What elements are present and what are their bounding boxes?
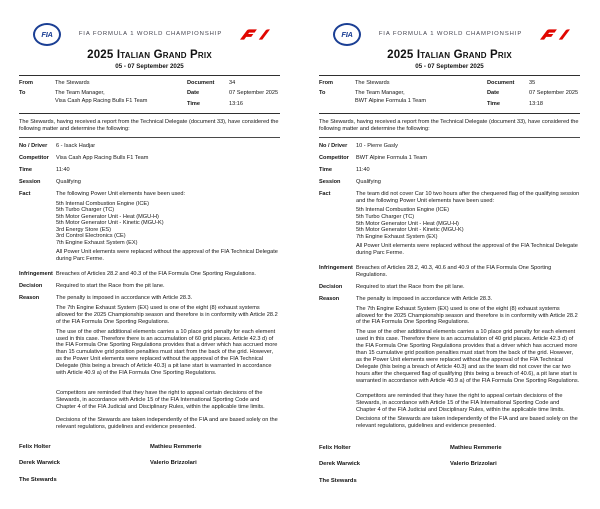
signatory-name: Felix Holter [319,444,351,451]
time-row [187,101,280,108]
fact-value [56,191,280,266]
infringement-value: Breaches of Articles 28.2, 40.3, 40.6 and 40.9 of the FIA Formula One Sporting Regulations. [356,264,552,278]
session-row [19,179,280,186]
document-number: 34 [229,79,236,86]
event-title: 2025 Italian Grand Prix [87,49,212,61]
reason-value [56,295,280,380]
fact-intro: The team did not cover Car 10 two hours after the chequered flag of the qualifying session and the following Power Unit elements have been used: [356,190,580,204]
competitor-row [319,155,580,162]
list-item: 5th Motor Generator Unit - Heat (MGU-H) [56,213,159,220]
signatories-row [19,444,280,450]
list-item: 5th Motor Generator Unit - Kinetic (MGU-K) [356,227,464,234]
date-value: 07 September 2025 [229,90,279,97]
championship-title: FIA FORMULA 1 WORLD CHAMPIONSHIP [378,31,523,37]
to-row [19,90,187,105]
infringement-value: Breaches of Articles 28.2 and 40.3 of the FIA Formula One Sporting Regulations. [56,271,256,278]
reason-paragraph: The use of the other additional elements carries a 10 place grid penalty for each element used in this case. Therefore there is an accumulation of 40 grid places. Article 42.3 d) of the FIA Formula One Sporting Regulations provides that a driver which has accrued more than 15 cumulative grid position penalties must start from the back of the grid. However, as the Power Unit elements were replaced without the approval of the FIA Technical Delegate (this being a breach of Article 40.3) and as the team did not cover the car two hours after the chequered flag of qualifying (this being a breach of 40.6), a pit lane start is warranted in accordance with Article 40.9 a) of the FIA Formula One Sporting Regulations. [356,329,580,384]
to-value [355,90,426,105]
document-header [319,22,580,46]
list-item: 3rd Control Electronics (CE) [56,233,126,240]
championship-title: FIA FORMULA 1 WORLD CHAMPIONSHIP [78,31,223,37]
from-row [19,80,187,87]
fia-logo-text: FIA [41,29,53,39]
decision-value: Required to start the Race from the pit lane. [356,283,465,290]
no-driver-row [19,143,280,150]
no-driver-row [319,143,580,150]
fact-value [356,191,580,260]
independence-notice: Decisions of the Stewards are taken independently of the FIA and are based solely on the relevant regulations, guidelines and evidence presented. [56,417,278,430]
to-value [55,90,147,105]
decision-row [319,284,580,291]
from-label: From [319,79,333,86]
signatory-name: Valerio Brizzolari [150,460,197,467]
event-title: 2025 Italian Grand Prix [387,49,512,61]
from-label: From [19,79,33,86]
signatory-name: Valerio Brizzolari [450,461,497,468]
session-value: Qualifying [356,178,381,185]
reason-row [19,295,280,380]
fact-row [19,191,280,266]
decision-value: Required to start the Race from the pit lane. [56,283,165,289]
reason-label: Reason [19,294,40,301]
fia-logo [33,23,61,46]
fact-note: All Power Unit elements were replaced without the approval of the FIA Technical Delegate during Parc Ferme. [356,243,578,257]
section-divider [319,137,580,138]
list-item: 5th Turbo Charger (TC) [356,213,415,220]
signatory-name: Mathieu Remmerie [450,444,502,451]
list-item: 7th Engine Exhaust System (EX) [56,239,138,246]
fia-logo [333,23,361,46]
time-value: 13:18 [529,101,543,108]
session-time-row [319,167,580,174]
fact-row [319,191,580,260]
document-number-row [187,80,280,87]
document-header [19,22,280,46]
power-unit-elements-list [356,207,580,240]
no-driver-value: 10 - Pierre Gasly [356,142,398,149]
to-team: BWT Alpine Formula 1 Team [355,97,426,104]
session-time-value: 11:40 [356,166,370,173]
session-time-label: Time [319,166,332,173]
session-time-label: Time [19,166,32,173]
time-value: 13:16 [229,101,243,108]
competitor-value: Visa Cash App Racing Bulls F1 Team [56,154,149,161]
document-label: Document [487,79,515,86]
signatory-name: Mathieu Remmerie [150,443,202,450]
from-value: The Stewards [355,79,390,86]
fact-note: All Power Unit elements were replaced without the approval of the FIA Technical Delegate during Parc Ferme. [56,249,278,263]
fact-intro: The following Power Unit elements have been used: [56,190,186,197]
time-label: Time [187,101,200,108]
no-driver-value: 6 - Isack Hadjar [56,142,96,149]
list-item: 5th Motor Generator Unit - Kinetic (MGU-K) [56,220,164,227]
list-item: 5th Motor Generator Unit - Heat (MGU-H) [356,220,459,227]
no-driver-label: No / Driver [319,142,348,149]
closing-signature: The Stewards [319,477,357,484]
signatories-row [319,461,580,467]
infringement-row [319,265,580,279]
event-dates: 05 - 07 September 2025 [115,62,184,70]
reason-paragraph: The penalty is imposed in accordance with Article 28.3. [356,295,493,302]
appeal-notice: Competitors are reminded that they have the right to appeal certain decisions of the Stewards, in accordance with Article 15 of the FIA International Sporting Code and Chapter 4 of the FIA Judicial and Disciplinary Rules, within the applicable time limits. [356,392,565,413]
reason-label: Reason [319,295,340,302]
meta-table [319,75,580,114]
infringement-label: Infringement [19,271,53,278]
session-time-value: 11:40 [56,166,70,173]
reason-value [356,296,580,388]
f1-logo [540,29,570,40]
competitor-label: Competitor [319,154,349,161]
to-team: Visa Cash App Racing Bulls F1 Team [55,97,148,104]
reason-paragraph: The 7th Engine Exhaust System (EX) used is one of the eight (8) exhaust systems allowed for the 2025 Championship season and therefore is in conformity with Article 28.2 of the FIA Formula One Sporting Regulations. [356,305,578,326]
fia-logo-text: FIA [341,29,353,39]
time-label: Time [487,101,500,108]
infringement-row [19,271,280,278]
date-row [187,90,280,97]
signatory-name: Derek Warwick [19,460,61,467]
list-item: 5th Internal Combustion Engine (ICE) [356,207,449,214]
session-label: Session [319,178,341,185]
from-value: The Stewards [55,79,90,86]
independence-notice: Decisions of the Stewards are taken independently of the FIA and are based solely on the relevant regulations, guidelines and evidence presented. [356,415,578,429]
document-number-row [487,80,580,87]
power-unit-elements-list [56,201,280,247]
event-dates: 05 - 07 September 2025 [415,62,484,70]
from-row [319,80,487,87]
document-footer [19,390,280,483]
reason-paragraph: The 7th Engine Exhaust System (EX) used is one of the eight (8) exhaust systems allowed for the 2025 Championship season and therefore is in conformity with Article 28.2 of the FIA Formula One Sporting Regulations. [56,304,278,325]
appeal-notice: Competitors are reminded that they have the right to appeal certain decisions of the Stewards, in accordance with Article 15 of the FIA International Sporting Code and Chapter 4 of the FIA Judicial and Disciplinary Rules, within the applicable time limits. [56,390,265,411]
reason-row [319,296,580,388]
document-footer [319,393,580,484]
reason-paragraph: The use of the other additional elements carries a 10 place grid penalty for each element used in this case. Therefore there is an accumulation of 60 grid places. Article 42.3 d) of the FIA Formula One Sporting Regulations provides that a driver which has accrued more than 15 cumulative grid position penalties must start from the back of the grid. However, as the Power Unit elements were replaced without the approval of the FIA Technical Delegate (this being a breach of Article 40.3) a pit lane start is warranted in accordance with Article 40.9 a) of the FIA Formula One Sporting Regulations. [56,328,278,377]
to-label: To [19,90,26,97]
list-item: 5th Internal Combustion Engine (ICE) [56,200,149,207]
to-addressee: The Team Manager, [355,90,405,97]
list-item: 7th Engine Exhaust System (EX) [356,233,438,240]
document-label: Document [187,79,215,86]
intro-paragraph: The Stewards, having received a report from the Technical Delegate (document 33), have considered the following matter and determine the following: [19,118,279,132]
list-item: 5th Turbo Charger (TC) [56,207,115,214]
decision-label: Decision [319,283,343,290]
no-driver-label: No / Driver [19,142,48,149]
signatories-row [19,460,280,466]
date-label: Date [187,90,200,97]
session-label: Session [19,178,41,185]
section-divider [19,137,280,138]
competitor-row [19,155,280,162]
to-label: To [319,90,326,97]
date-label: Date [487,90,500,97]
time-row [487,101,580,108]
infringement-label: Infringement [319,264,353,271]
list-item: 3rd Energy Store (ES) [56,226,112,233]
to-addressee: The Team Manager, [55,90,105,97]
f1-logo [240,29,270,40]
signatory-name: Derek Warwick [319,461,361,468]
competitor-label: Competitor [19,154,49,161]
meta-table [19,75,280,114]
session-row [319,179,580,186]
stewards-decision-document-35 [300,0,600,509]
date-value: 07 September 2025 [529,90,579,97]
reason-paragraph: The penalty is imposed in accordance with Article 28.3. [56,294,193,301]
decision-row [19,283,280,290]
session-time-row [19,167,280,174]
document-number: 35 [529,79,536,86]
fact-label: Fact [19,190,31,197]
fact-label: Fact [319,190,331,197]
session-value: Qualifying [56,178,81,185]
to-row [319,90,487,105]
intro-paragraph: The Stewards, having received a report from the Technical Delegate (document 33), have considered the following matter and determine the following: [319,118,579,132]
date-row [487,90,580,97]
signatory-name: Felix Holter [19,443,51,450]
decision-label: Decision [19,283,43,289]
signatories-row [319,445,580,451]
competitor-value: BWT Alpine Formula 1 Team [356,154,427,161]
closing-signature: The Stewards [19,476,57,483]
